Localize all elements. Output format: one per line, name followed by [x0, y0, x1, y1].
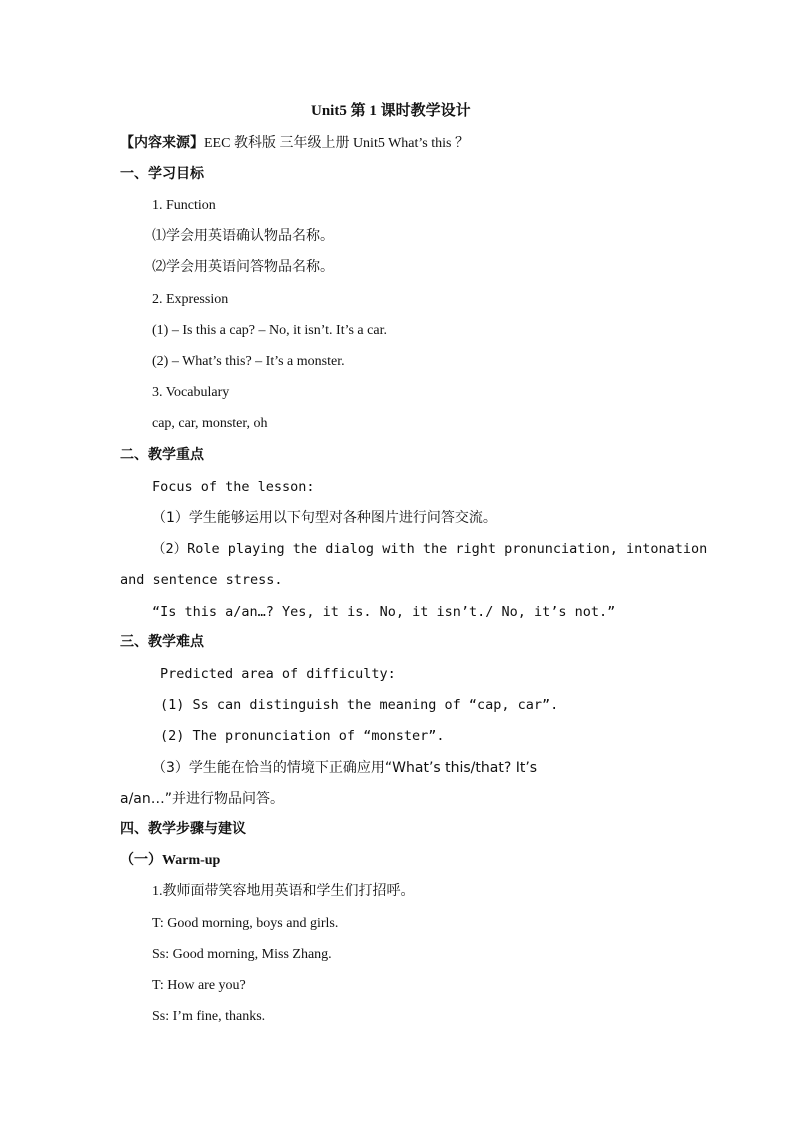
section-heading-focus: 二、教学重点: [120, 448, 204, 463]
subsection-heading-warmup: （一）Warm-up: [120, 853, 221, 868]
warmup-line: Ss: Good morning, Miss Zhang.: [152, 947, 332, 962]
warmup-line: 1.教师面带笑容地用英语和学生们打招呼。: [152, 884, 415, 899]
difficulty-line: (1) Ss can distinguish the meaning of “cap, car”.: [160, 697, 559, 713]
difficulty-line: Predicted area of difficulty:: [160, 666, 396, 682]
warmup-line: Ss: I’m fine, thanks.: [152, 1009, 266, 1024]
focus-line: Focus of the lesson:: [152, 479, 315, 495]
objective-line: (1) – Is this a cap? – No, it isn’t. It’s a car.: [152, 323, 387, 338]
objective-line: 3. Vocabulary: [152, 385, 230, 400]
warmup-line: T: How are you?: [152, 978, 246, 993]
focus-line: and sentence stress.: [120, 572, 283, 588]
content-source-text: EEC 教科版 三年级上册 Unit5 What’s this ？: [204, 136, 469, 151]
section-heading-difficulty: 三、教学难点: [120, 635, 204, 650]
objective-line: 2. Expression: [152, 292, 229, 307]
difficulty-line: (2) The pronunciation of “monster”.: [160, 728, 445, 744]
focus-line: （1）学生能够运用以下句型对各种图片进行问答交流。: [152, 510, 497, 526]
objective-line: cap, car, monster, oh: [152, 416, 268, 431]
focus-line: （2）Role playing the dialog with the right pronunciation, intonation: [152, 541, 708, 557]
objective-line: ⑴学会用英语确认物品名称。: [152, 229, 334, 244]
section-heading-objectives: 一、学习目标: [120, 167, 204, 182]
section-heading-steps: 四、教学步骤与建议: [120, 822, 246, 837]
objective-line: (2) – What’s this? – It’s a monster.: [152, 354, 345, 369]
content-source: [120, 134, 469, 154]
warmup-line: T: Good morning, boys and girls.: [152, 916, 339, 931]
page-title: Unit5 第 1 课时教学设计: [311, 103, 471, 119]
objective-line: 1. Function: [152, 198, 216, 213]
objective-line: ⑵学会用英语问答物品名称。: [152, 260, 334, 275]
difficulty-line: （3）学生能在恰当的情境下正确应用“What’s this/that? It’s: [152, 760, 538, 776]
focus-line: “Is this a/an…? Yes, it is. No, it isn’t./ No, it’s not.”: [152, 604, 616, 620]
content-source-label: 【内容来源】: [120, 136, 204, 151]
difficulty-line: a/an…”并进行物品问答。: [120, 791, 285, 807]
